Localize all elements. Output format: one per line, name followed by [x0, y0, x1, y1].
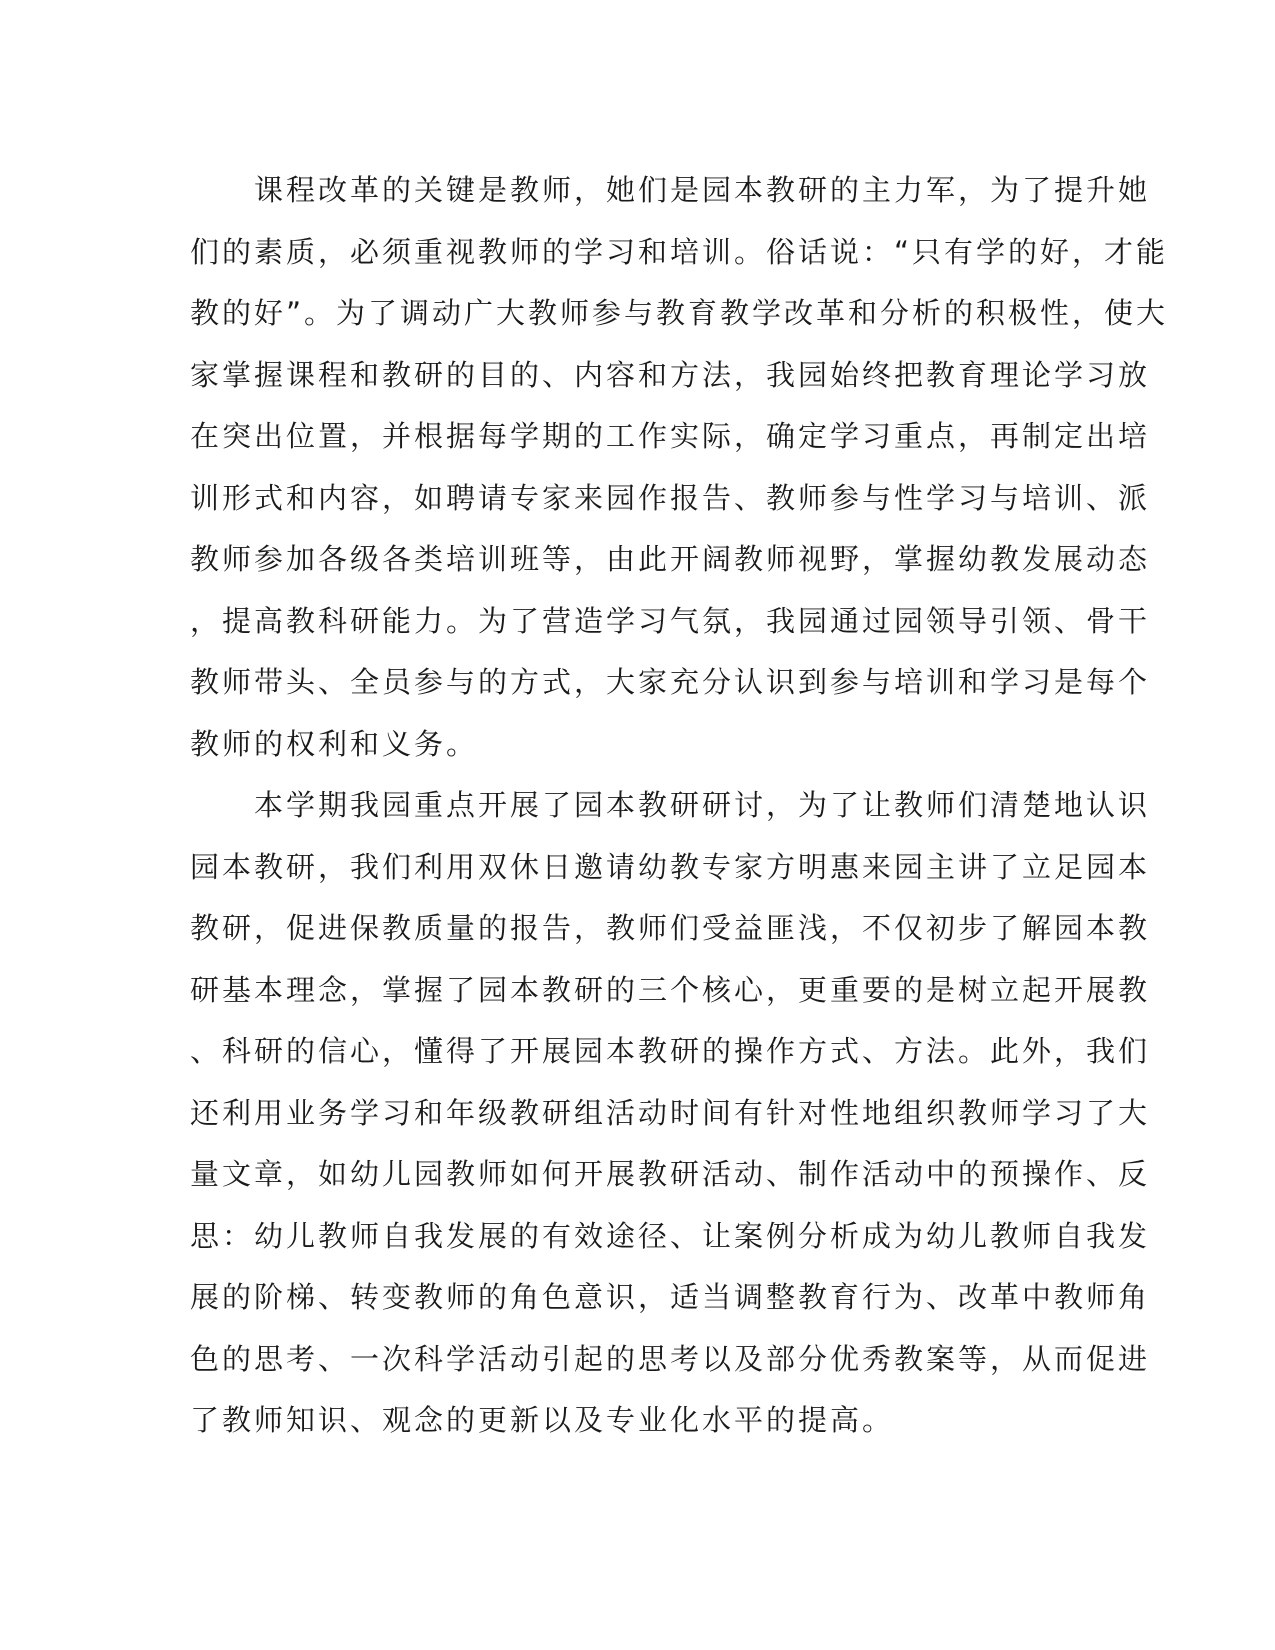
- text-line: 课程改革的关键是教师，她们是园本教研的主力军，为了提升她: [190, 173, 1151, 207]
- document-body: [190, 160, 1169, 1452]
- text-line: 家掌握课程和教研的目的、内容和方法，我园始终把教育理论学习放: [190, 357, 1151, 392]
- text-line: 研基本理念，掌握了园本教研的三个核心，更重要的是树立起开展教: [190, 972, 1151, 1007]
- text-line: 色的思考、一次科学活动引起的思考以及部分优秀教案等，从而促进: [190, 1341, 1151, 1376]
- text-line: 量文章，如幼儿园教师如何开展教研活动、制作活动中的预操作、反: [190, 1157, 1151, 1191]
- text-line: ，提高教科研能力。为了营造学习气氛，我园通过园领导引领、骨干: [190, 603, 1151, 638]
- text-line: 教研，促进保教质量的报告，教师们受益匪浅，不仅初步了解园本教: [190, 911, 1151, 945]
- text-line: 展的阶梯、转变教师的角色意识，适当调整教育行为、改革中教师角: [190, 1280, 1151, 1314]
- text-line: 了教师知识、观念的更新以及专业化水平的提高。: [190, 1403, 895, 1437]
- text-line: 园本教研，我们利用双休日邀请幼教专家方明惠来园主讲了立足园本: [190, 849, 1151, 884]
- text-line: 在突出位置，并根据每学期的工作实际，确定学习重点，再制定出培: [190, 419, 1151, 453]
- text-line: 们的素质，必须重视教师的学习和培训。俗话说：“只有学的好，才能: [190, 234, 1169, 269]
- text-line: 思：幼儿教师自我发展的有效途径、让案例分析成为幼儿教师自我发: [190, 1218, 1151, 1253]
- text-line: 训形式和内容，如聘请专家来园作报告、教师参与性学习与培训、派: [190, 480, 1151, 515]
- text-line: 本学期我园重点开展了园本教研研讨，为了让教师们清楚地认识: [190, 788, 1151, 822]
- text-line: 教师带头、全员参与的方式，大家充分认识到参与培训和学习是每个: [190, 665, 1151, 699]
- text-line: 教的好”。为了调动广大教师参与教育教学改革和分析的积极性，使大: [190, 296, 1169, 330]
- paragraph-2: [190, 775, 1151, 1452]
- text-line: 还利用业务学习和年级教研组活动时间有针对性地组织教师学习了大: [190, 1095, 1151, 1130]
- text-line: 、科研的信心，懂得了开展园本教研的操作方式、方法。此外，我们: [190, 1034, 1151, 1068]
- paragraph-1: [190, 160, 1169, 775]
- text-line: 教师参加各级各类培训班等，由此开阔教师视野，掌握幼教发展动态: [190, 542, 1151, 576]
- text-line: 教师的权利和义务。: [190, 726, 479, 761]
